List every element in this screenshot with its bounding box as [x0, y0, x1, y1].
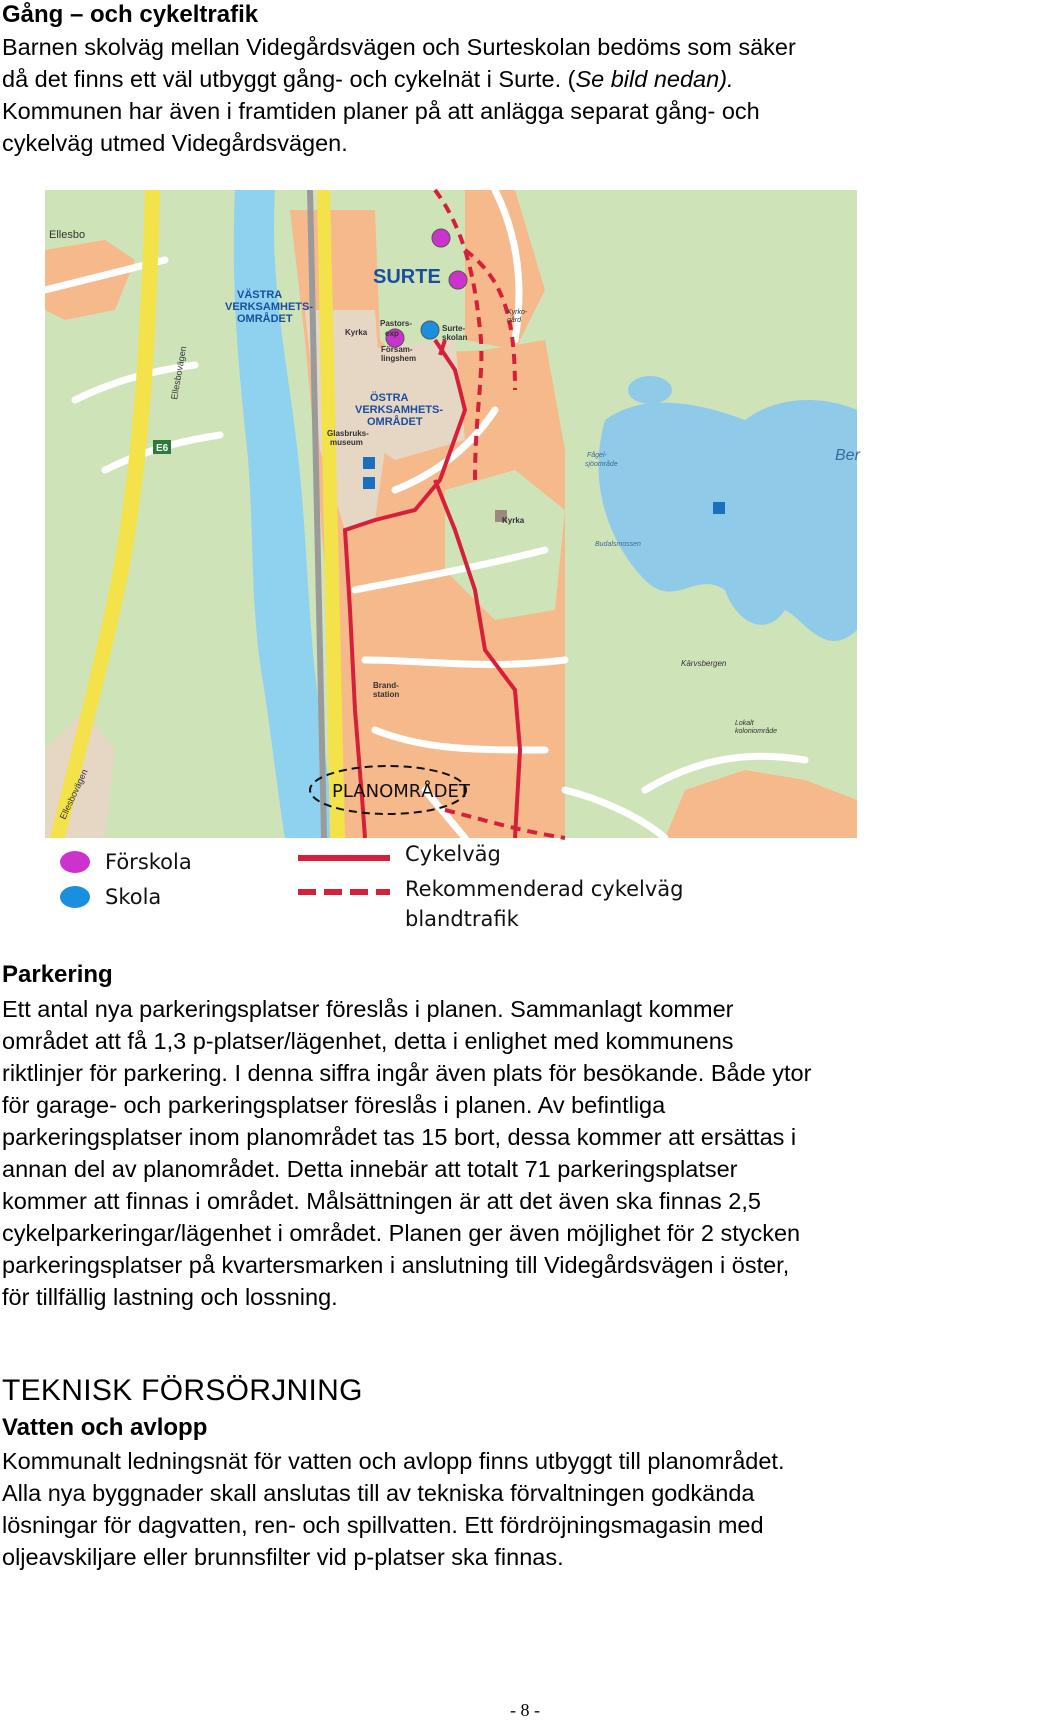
map-label-brandstation-2: station [373, 690, 400, 699]
map-label-ostra: ÖSTRA [370, 392, 409, 404]
map-label-exp: exp [385, 329, 399, 338]
map-label-karvsbergen: Kärvsbergen [681, 659, 727, 668]
parking-line: parkeringsplatser inom planområdet tas 15 bort, dessa kommer att ersättas i [2, 1124, 797, 1150]
tech-line: lösningar för dagvatten, ren- och spillvatten. Ett fördröjningsmagasin med [2, 1512, 764, 1538]
parking-line: annan del av planområdet. Detta innebär att totalt 71 parkeringsplatser [2, 1156, 738, 1182]
map-label-vastra: VÄSTRA [237, 289, 283, 301]
parking-line: parkeringsplatser på kvartersmarken i anslutning till Videgårdsvägen i öster, [2, 1252, 790, 1278]
map-label-fagelsjo-2: sjöområde [585, 461, 618, 468]
cykelvag-line-icon [298, 855, 390, 861]
map-label-ellesbo: Ellesbo [49, 229, 86, 241]
rekommenderad-line-icon [298, 889, 390, 895]
map-label-planomradet: PLANOMRÅDET [332, 781, 470, 802]
page-number: - 8 - [510, 1700, 540, 1720]
tech-line: Alla nya byggnader skall anslutas till av tekniska förvaltningen godkända [2, 1480, 755, 1506]
map-label-kyrka-1: Kyrka [345, 328, 368, 337]
tech-line: Kommunalt ledningsnät för vatten och avlopp finns utbyggt till planområdet. [2, 1448, 785, 1474]
heading-teknisk-forsorjning: TEKNISK FÖRSÖRJNING [2, 1374, 363, 1407]
parking-line: för tillfällig lastning och lossning. [2, 1284, 338, 1310]
map-label-glasbruks-2: museum [330, 438, 363, 447]
map-label-omradet: OMRÅDET [237, 313, 293, 325]
map-label-ber: Ber [835, 447, 860, 464]
legend-rekommenderad-2: blandtrafik [405, 907, 519, 931]
map-label-fagelsjo-1: Fågel- [587, 452, 607, 459]
heading-vatten-avlopp: Vatten och avlopp [2, 1414, 208, 1441]
parking-paragraph [2, 993, 952, 1313]
map-label-surteskolan-1: Surte- [442, 324, 466, 333]
map-label-lokalt-2: koloniområde [735, 728, 778, 735]
map-label-ellesbovagen-2: Ellesbovägen [57, 767, 90, 821]
heading-parking: Parkering [2, 961, 113, 988]
cycling-line-1: Barnen skolväg mellan Videgårdsvägen och Surteskolan bedöms som säker [2, 34, 796, 60]
map-label-surteskolan-2: skolan [442, 333, 468, 342]
map-label-ostra-omradet: OMRÅDET [367, 416, 423, 428]
cycling-line-2-italic: Se bild nedan). [575, 66, 734, 92]
parking-line: området att få 1,3 p-platser/lägenhet, detta i enlighet med kommunens [2, 1028, 734, 1054]
parking-line: cykelparkeringar/lägenhet i området. Planen ger även möjlighet för 2 stycken [2, 1220, 801, 1246]
map-label-brandstation-1: Brand- [373, 681, 399, 690]
legend-forskola: Förskola [105, 850, 192, 874]
legend-cykelvag: Cykelväg [405, 842, 501, 866]
map-label-kyrkogard-2: gård [507, 317, 522, 324]
map-label-kyrka-2: Kyrka [502, 516, 525, 525]
skola-marker-icon [60, 886, 90, 908]
cycling-line-3: Kommunen har även i framtiden planer på att anlägga separat gång- och [2, 98, 760, 124]
map-label-forsamlingshem-2: lingshem [381, 354, 417, 363]
parking-line: Ett antal nya parkeringsplatser föreslås i planen. Sammanlagt kommer [2, 996, 734, 1022]
map-label-e6: E6 [156, 443, 169, 454]
map-label-kyrkogard-1: Kyrko- [507, 309, 528, 316]
tech-line: oljeavskiljare eller brunnsfilter vid p-platser ska finnas. [2, 1544, 564, 1570]
forskola-marker-icon [60, 851, 90, 873]
map-graphic [45, 190, 860, 838]
legend-rekommenderad-1: Rekommenderad cykelväg [405, 877, 684, 901]
parking-line: för garage- och parkeringsplatser föreslås i planen. Av befintliga [2, 1092, 666, 1118]
map-label-budalsmossen: Budalsmossen [595, 541, 641, 548]
area-map [45, 190, 860, 838]
tech-paragraph [2, 1445, 952, 1573]
cycling-line-2: då det finns ett väl utbyggt gång- och cykelnät i Surte. ( [2, 66, 576, 92]
map-label-surte: SURTE [373, 266, 441, 288]
cycling-paragraph [2, 31, 952, 159]
map-label-forsamlingshem-1: Försam- [381, 345, 413, 354]
cycling-line-4: cykelväg utmed Videgårdsvägen. [2, 130, 348, 156]
map-label-verksamhets: VERKSAMHETS- [225, 301, 314, 313]
map-label-lokalt-1: Lokalt [735, 720, 754, 727]
map-label-pastors: Pastors- [380, 319, 413, 328]
parking-line: riktlinjer för parkering. I denna siffra ingår även plats för besökande. Både ytor [2, 1060, 812, 1086]
legend-skola: Skola [105, 885, 162, 909]
map-label-glasbruks-1: Glasbruks- [327, 429, 369, 438]
heading-cycling: Gång – och cykeltrafik [2, 1, 259, 28]
map-label-ostra-verksamhets: VERKSAMHETS- [355, 404, 444, 416]
parking-line: kommer att finnas i området. Målsättningen är att det även ska finnas 2,5 [2, 1188, 761, 1214]
map-label-ellesbovagen-1: Ellesbovägen [169, 345, 189, 401]
